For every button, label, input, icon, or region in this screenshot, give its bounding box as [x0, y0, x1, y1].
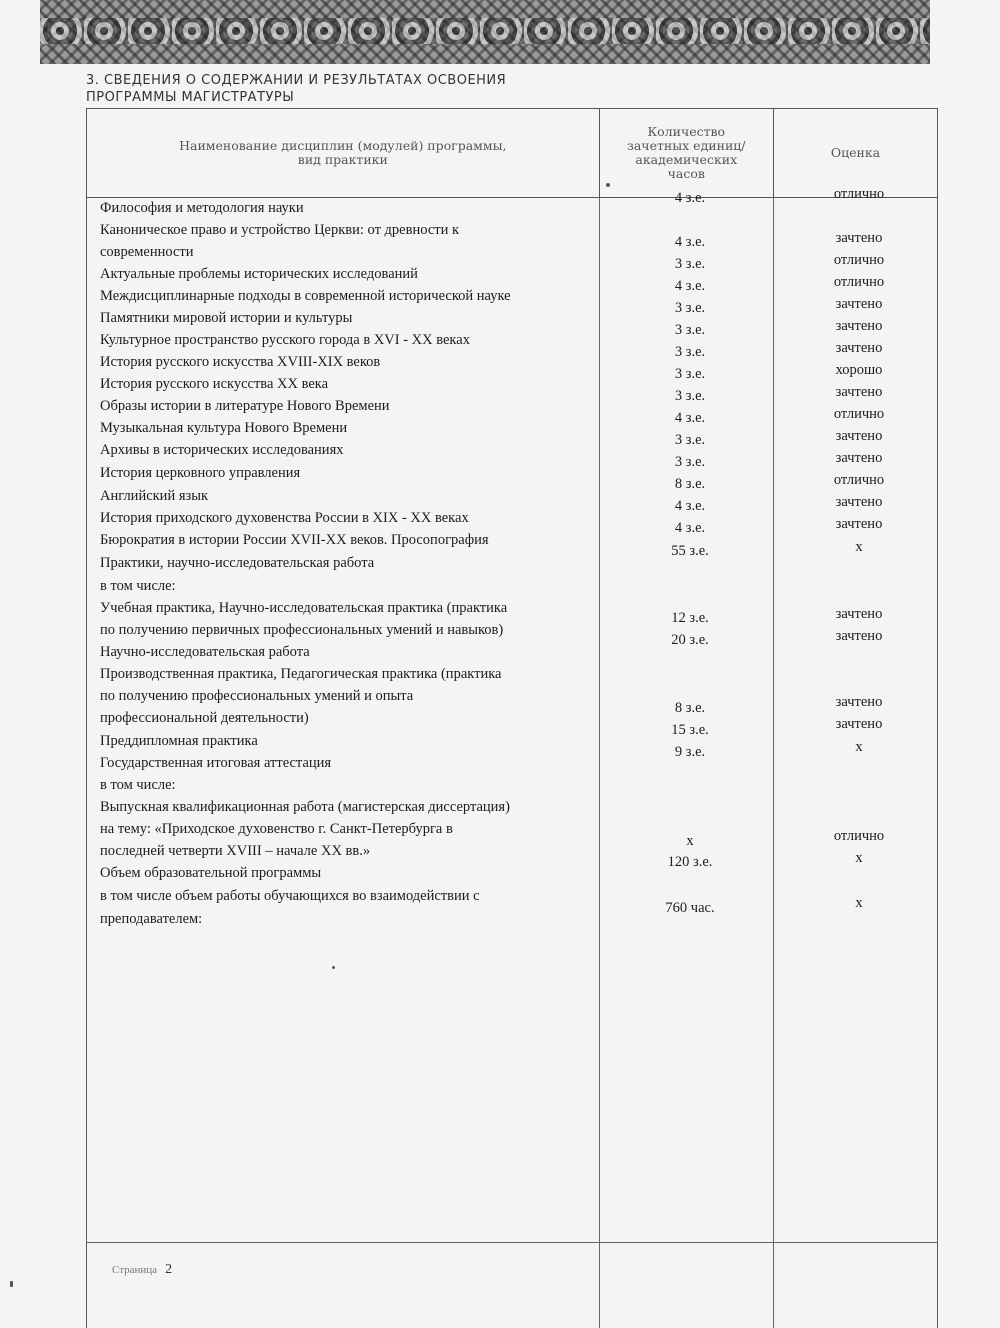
grade-value: x: [780, 736, 938, 758]
discipline-name: по получению профессиональных умений и опыта: [100, 685, 600, 707]
credit-units-value: 3 з.е.: [605, 253, 775, 275]
discipline-name: Каноническое право и устройство Церкви: от древности к: [100, 219, 600, 241]
credit-units-value: 8 з.е.: [605, 697, 775, 719]
header-credit-units: Количество зачетных единиц/ академических часов: [599, 109, 773, 198]
scan-speck: [332, 966, 335, 969]
discipline-name: Образы истории в литературе Нового Времени: [100, 395, 600, 417]
credit-units-value: 4 з.е.: [605, 187, 775, 209]
discipline-name: Актуальные проблемы исторических исследований: [100, 263, 600, 285]
discipline-name: Государственная итоговая аттестация: [100, 752, 600, 774]
discipline-name: по получению первичных профессиональных умений и навыков): [100, 619, 600, 641]
credit-units-value: 20 з.е.: [605, 629, 775, 651]
section-title: [86, 72, 686, 106]
grade-value: отлично: [780, 183, 938, 205]
credit-units-value: 8 з.е.: [605, 473, 775, 495]
discipline-name: последней четверти XVIII – начале XX вв.»: [100, 840, 600, 862]
header-discipline-name: Наименование дисциплин (модулей) программы, вид практики: [87, 109, 600, 198]
discipline-name: преподавателем:: [100, 908, 600, 930]
credit-units-value: 3 з.е.: [605, 451, 775, 473]
credit-units-value: x: [605, 830, 775, 852]
credit-units-value: 760 час.: [605, 897, 775, 919]
grade-value: зачтено: [780, 227, 938, 249]
grade-value: отлично: [780, 271, 938, 293]
discipline-name: Культурное пространство русского города в XVI - XX веках: [100, 329, 600, 351]
credit-units-value: 120 з.е.: [605, 851, 775, 873]
grade-value: отлично: [780, 249, 938, 271]
credit-units-value: 4 з.е.: [605, 495, 775, 517]
bottom-divider: [86, 1242, 938, 1243]
grade-value: зачтено: [780, 447, 938, 469]
discipline-name: в том числе:: [100, 575, 600, 597]
decorative-ornament-border: [40, 0, 930, 64]
discipline-name: профессиональной деятельности): [100, 707, 600, 729]
credit-units-value: 15 з.е.: [605, 719, 775, 741]
discipline-name: Преддипломная практика: [100, 730, 600, 752]
discipline-name: современности: [100, 241, 600, 263]
section-title-line-2: ПРОГРАММЫ МАГИСТРАТУРЫ: [86, 89, 686, 106]
credit-units-value: 4 з.е.: [605, 231, 775, 253]
credit-units-value: 3 з.е.: [605, 297, 775, 319]
discipline-name: Английский язык: [100, 485, 600, 507]
grade-value: зачтено: [780, 513, 938, 535]
discipline-name: Производственная практика, Педагогическая практика (практика: [100, 663, 600, 685]
discipline-name: Музыкальная культура Нового Времени: [100, 417, 600, 439]
discipline-name: в том числе объем работы обучающихся во взаимодействии с: [100, 885, 600, 907]
page-label: Страница: [112, 1264, 157, 1276]
discipline-name: Учебная практика, Научно-исследовательская практика (практика: [100, 597, 600, 619]
grade-value: зачтено: [780, 625, 938, 647]
discipline-name: История приходского духовенства России в XIX - XX веках: [100, 507, 600, 529]
discipline-name: Практики, научно-исследовательская работа: [100, 552, 600, 574]
discipline-name: Объем образовательной программы: [100, 862, 600, 884]
discipline-name: Философия и методология науки: [100, 197, 600, 219]
discipline-name: Архивы в исторических исследованиях: [100, 439, 600, 461]
discipline-name: на тему: «Приходское духовенство г. Санкт-Петербурга в: [100, 818, 600, 840]
credit-units-value: 12 з.е.: [605, 607, 775, 629]
discipline-name: Научно-исследовательская работа: [100, 641, 600, 663]
grade-value: зачтено: [780, 337, 938, 359]
grade-value: зачтено: [780, 691, 938, 713]
grade-value: хорошо: [780, 359, 938, 381]
section-title-line-1: 3. СВЕДЕНИЯ О СОДЕРЖАНИИ И РЕЗУЛЬТАТАХ ОСВОЕНИЯ: [86, 72, 686, 89]
page-number: 2: [165, 1262, 172, 1277]
scan-speck: [606, 183, 610, 187]
credit-units-value: 4 з.е.: [605, 275, 775, 297]
grade-value: зачтено: [780, 315, 938, 337]
discipline-name: Бюрократия в истории России XVII-XX веков. Просопография: [100, 529, 600, 551]
discipline-name: Выпускная квалификационная работа (магистерская диссертация): [100, 796, 600, 818]
header-grade: Оценка: [773, 109, 937, 198]
credit-units-value: 3 з.е.: [605, 429, 775, 451]
credit-units-value: 3 з.е.: [605, 319, 775, 341]
discipline-name: в том числе:: [100, 774, 600, 796]
grade-value: отлично: [780, 469, 938, 491]
grade-value: зачтено: [780, 381, 938, 403]
credit-units-value: 4 з.е.: [605, 517, 775, 539]
page-footer: [112, 1262, 172, 1278]
credit-units-value: 55 з.е.: [605, 540, 775, 562]
grade-value: зачтено: [780, 603, 938, 625]
grade-value: зачтено: [780, 491, 938, 513]
discipline-name: История церковного управления: [100, 462, 600, 484]
credit-units-value: 3 з.е.: [605, 363, 775, 385]
credit-units-value: 4 з.е.: [605, 407, 775, 429]
discipline-name: История русского искусства XVIII-XIX веков: [100, 351, 600, 373]
grade-value: отлично: [780, 403, 938, 425]
scan-speck: [10, 1281, 13, 1287]
credit-units-value: 9 з.е.: [605, 741, 775, 763]
discipline-name: Междисциплинарные подходы в современной исторической науке: [100, 285, 600, 307]
grade-value: зачтено: [780, 713, 938, 735]
discipline-name: История русского искусства XX века: [100, 373, 600, 395]
grade-value: зачтено: [780, 425, 938, 447]
grade-value: x: [780, 536, 938, 558]
discipline-name: Памятники мировой истории и культуры: [100, 307, 600, 329]
grade-value: x: [780, 847, 938, 869]
grade-value: отлично: [780, 825, 938, 847]
grade-value: x: [780, 892, 938, 914]
credit-units-value: 3 з.е.: [605, 385, 775, 407]
grade-value: зачтено: [780, 293, 938, 315]
credit-units-value: 3 з.е.: [605, 341, 775, 363]
